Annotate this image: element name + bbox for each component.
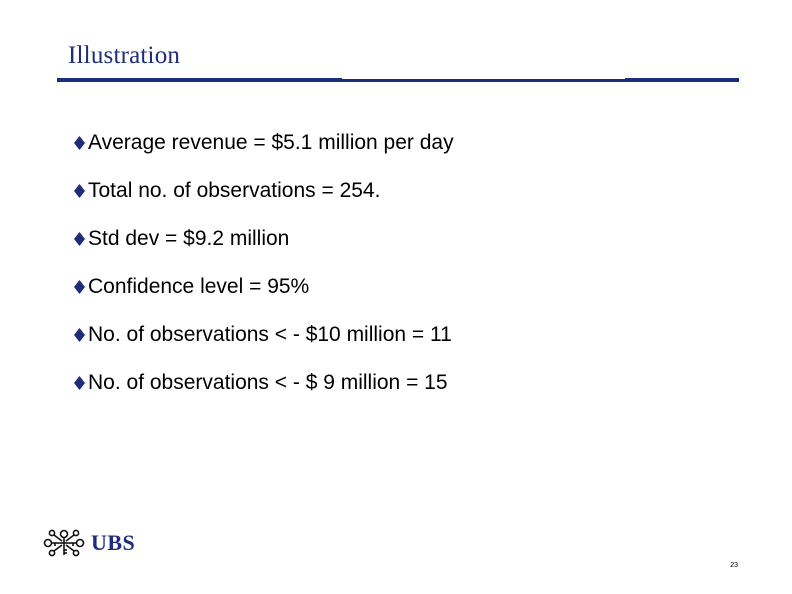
bullet-text: Total no. of observations = 254.	[88, 179, 381, 202]
title-divider	[57, 78, 739, 82]
bullet-item	[72, 311, 454, 359]
bullet-item	[72, 263, 454, 311]
diamond-bullet-icon	[72, 277, 87, 297]
bullet-item	[72, 119, 454, 167]
bullet-list	[72, 119, 454, 407]
diamond-bullet-icon	[72, 373, 87, 393]
three-keys-icon	[40, 528, 88, 558]
bullet-text: Std dev = $9.2 million	[88, 227, 290, 250]
bullet-item	[72, 167, 454, 215]
page-number: 23	[730, 562, 738, 569]
bullet-text: Average revenue = $5.1 million per day	[88, 131, 454, 154]
bullet-item	[72, 359, 454, 407]
ubs-logo	[40, 528, 135, 558]
bullet-text: No. of observations < - $10 million = 11	[88, 323, 452, 346]
bullet-text: No. of observations < - $ 9 million = 15	[88, 371, 448, 394]
diamond-bullet-icon	[72, 181, 87, 201]
diamond-bullet-icon	[72, 133, 87, 153]
slide-title: Illustration	[68, 42, 181, 69]
bullet-text: Confidence level = 95%	[88, 275, 310, 298]
bullet-item	[72, 215, 454, 263]
diamond-bullet-icon	[72, 229, 87, 249]
diamond-bullet-icon	[72, 325, 87, 345]
logo-text: UBS	[91, 530, 136, 555]
